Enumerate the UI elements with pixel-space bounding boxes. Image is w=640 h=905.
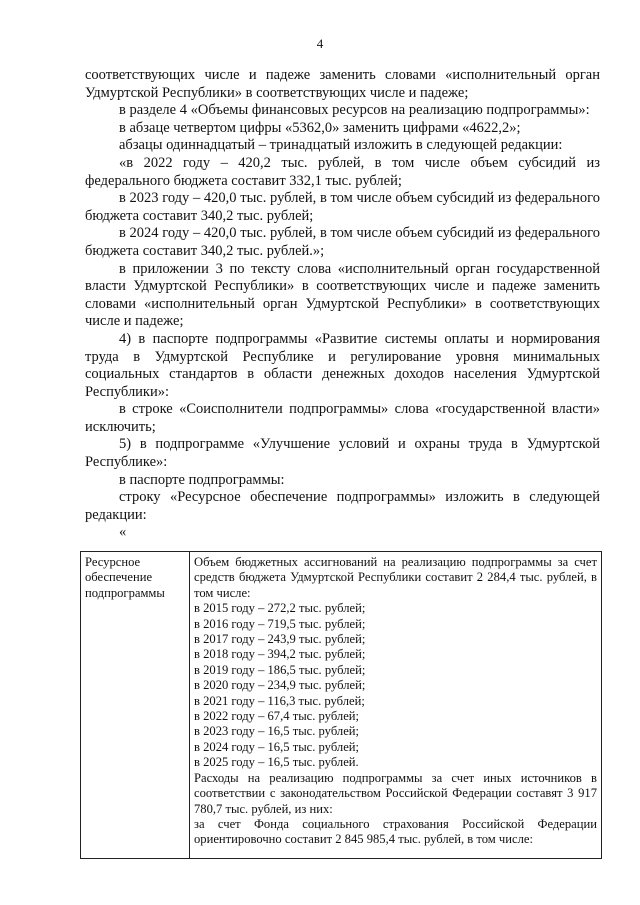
- funding-year: в 2025 году – 16,5 тыс. рублей.: [194, 755, 359, 770]
- row-continuation: [194, 848, 597, 858]
- fss-text: за счет Фонда социального страхования Российской Федерации ориентировочно составит 2 845 985,4 тыс. рублей, в том числе:: [194, 816, 597, 847]
- paragraph: в 2023 году – 420,0 тыс. рублей, в том числе объем субсидий из федерального бюджета составит 340,2 тыс. рублей;: [85, 190, 600, 224]
- funding-year: в 2020 году – 234,9 тыс. рублей;: [194, 678, 366, 693]
- row-label-line: обеспечение: [85, 570, 153, 585]
- other-sources-text: Расходы на реализацию подпрограммы за счет иных источников в соответствии с законодательством Российской Федерации составят 3 917 780,7 тыс. рублей, из них:: [194, 770, 597, 816]
- funding-intro: Объем бюджетных ассигнований на реализацию подпрограммы за счет средств бюджета Удмуртской Республики составит 2 284,4 тыс. рублей, в том числе:: [194, 555, 597, 600]
- row-label-line: Ресурсное: [85, 555, 141, 569]
- paragraph: в паспорте подпрограммы:: [119, 471, 285, 488]
- table-row: [81, 552, 602, 859]
- resource-table: [80, 551, 602, 859]
- funding-year: в 2021 году – 116,3 тыс. рублей;: [194, 693, 365, 708]
- paragraph: 4) в паспорте подпрограммы «Развитие системы оплаты и нормирования труда в Удмуртской Республике и регулирование уровня минимальных социальных стандартов в области денежных доходов населения Удмуртской Республики»:: [85, 330, 600, 400]
- paragraph: в разделе 4 «Объемы финансовых ресурсов на реализацию подпрограммы»:: [119, 102, 590, 119]
- table-row-content: [190, 552, 602, 859]
- funding-year: в 2022 году – 67,4 тыс. рублей;: [194, 709, 360, 724]
- paragraph: в 2024 году – 420,0 тыс. рублей, в том числе объем субсидий из федерального бюджета составит 340,2 тыс. рублей.»;: [85, 225, 600, 259]
- paragraph: абзацы одиннадцатый – тринадцатый изложить в следующей редакции:: [119, 137, 563, 154]
- funding-year: в 2018 году – 394,2 тыс. рублей;: [194, 647, 366, 662]
- funding-year: в 2019 году – 186,5 тыс. рублей;: [194, 662, 366, 677]
- table-row-label: [81, 552, 190, 859]
- paragraph: соответствующих числе и падеже заменить словами «исполнительный орган Удмуртской Республики» в соответствующих числе и падеже;: [85, 67, 600, 101]
- paragraph: 5) в подпрограмме «Улучшение условий и охраны труда в Удмуртской Республике»:: [85, 436, 600, 471]
- paragraph: в строке «Соисполнители подпрограммы» слова «государственной власти» исключить;: [85, 401, 600, 435]
- funding-year: в 2016 году – 719,5 тыс. рублей;: [194, 616, 366, 631]
- funding-year: в 2015 году – 272,2 тыс. рублей;: [194, 601, 366, 616]
- page-number: 4: [316, 36, 324, 51]
- paragraph: строку «Ресурсное обеспечение подпрограммы» изложить в следующей редакции:: [85, 489, 600, 523]
- document-body: [85, 67, 600, 542]
- funding-year: в 2023 году – 16,5 тыс. рублей;: [194, 724, 360, 739]
- paragraph: в приложении 3 по тексту слова «исполнительный орган государственной власти Удмуртской Республики» в соответствующих числе и падеже заменить словами «исполнительный орган Удмуртской Республики» в соответствующих числе и падеже;: [85, 260, 600, 330]
- paragraph: в абзаце четвертом цифры «5362,0» заменить цифрами «4622,2»;: [119, 119, 521, 136]
- row-label-line: подпрограммы: [85, 585, 165, 600]
- funding-year: в 2017 году – 243,9 тыс. рублей;: [194, 632, 366, 647]
- open-quote: «: [119, 524, 127, 541]
- paragraph: «в 2022 году – 420,2 тыс. рублей, в том числе объем субсидий из федерального бюджета составит 332,1 тыс. рублей;: [85, 154, 600, 189]
- funding-year: в 2024 году – 16,5 тыс. рублей;: [194, 739, 360, 754]
